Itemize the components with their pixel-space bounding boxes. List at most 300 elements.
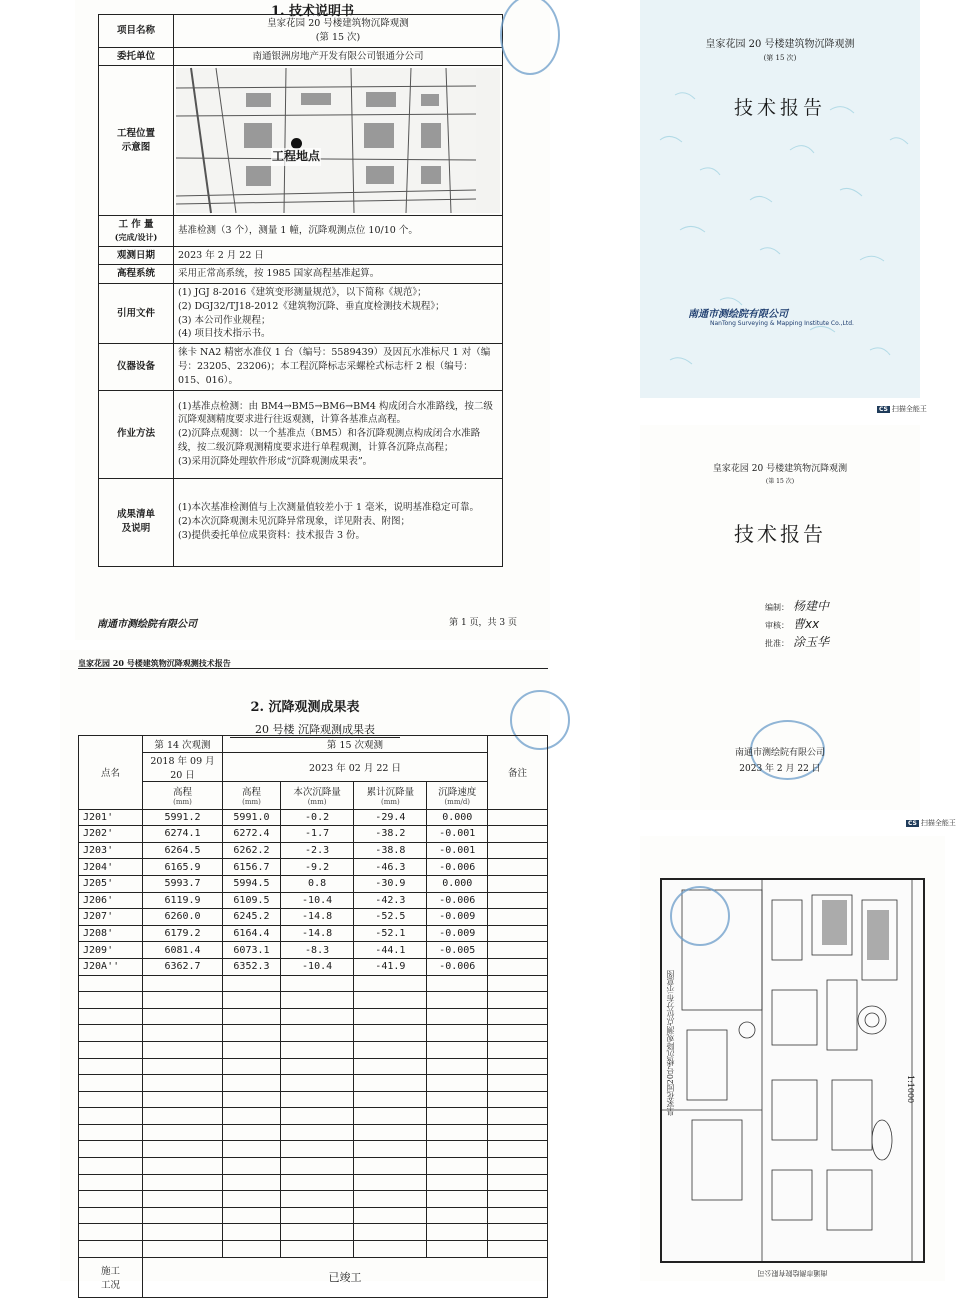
empty-cell — [223, 1241, 281, 1258]
editor-signature — [765, 597, 829, 614]
empty-cell — [488, 1141, 548, 1158]
cell-pt: J207' — [79, 909, 143, 926]
empty-row — [79, 1058, 548, 1075]
empty-row — [79, 1191, 548, 1208]
empty-cell — [354, 1158, 427, 1175]
seal-stamp — [670, 886, 730, 946]
list-item: (1) JGJ 8-2016《建筑变形测量规范》，以下简称《规范》； — [178, 287, 427, 299]
empty-cell — [143, 1141, 223, 1158]
empty-cell — [280, 1041, 353, 1058]
empty-cell — [354, 1207, 427, 1224]
col-label: 高程 — [241, 787, 261, 799]
list-item: (2)沉降点观测：以一个基准点（BM5）和各沉降观测点构成闭合水准路线，按二级沉降观测精度要求进行单程观测，计算各沉降点高程； — [178, 428, 481, 453]
row-label: 仪器设备 — [99, 344, 174, 390]
empty-cell — [143, 1174, 223, 1191]
status-label — [79, 1257, 143, 1297]
title-page-heading: 技术报告 — [734, 522, 826, 546]
result-label-line2: 及说明 — [121, 523, 151, 535]
cell-curr: 6245.2 — [223, 909, 281, 926]
empty-row — [79, 992, 548, 1009]
empty-cell — [223, 1141, 281, 1158]
empty-cell — [427, 1191, 488, 1208]
cell-prev: 6260.0 — [143, 909, 223, 926]
location-label-line1: 工程位置 — [116, 128, 155, 140]
cell-speed: 0.000 — [427, 875, 488, 892]
empty-cell — [79, 1091, 143, 1108]
cell-curr: 5994.5 — [223, 875, 281, 892]
results-body — [79, 809, 548, 1257]
cell-curr: 6156.7 — [223, 859, 281, 876]
cell-pt: J204' — [79, 859, 143, 876]
empty-cell — [427, 1124, 488, 1141]
status-label-line2: 工况 — [100, 1280, 120, 1292]
table-row — [99, 216, 503, 246]
empty-cell — [143, 1207, 223, 1224]
cell-prev: 6362.7 — [143, 958, 223, 975]
empty-cell — [79, 1191, 143, 1208]
page-title: 1. 技术说明书 — [270, 4, 355, 19]
empty-cell — [354, 1224, 427, 1241]
empty-cell — [223, 1058, 281, 1075]
empty-cell — [488, 1058, 548, 1075]
cell-prev: 5991.2 — [143, 809, 223, 826]
remark-column-header: 备注 — [488, 736, 548, 810]
scanner-watermark — [906, 818, 956, 828]
header-row — [79, 752, 548, 781]
cell-pt: J208' — [79, 925, 143, 942]
page-number: 第 1 页，共 3 页 — [449, 618, 517, 628]
cover-title: 技术报告 — [733, 97, 826, 119]
table-row — [79, 809, 548, 826]
cell-curr: 6073.1 — [223, 942, 281, 959]
cell-remark — [488, 842, 548, 859]
location-label-line2: 示意图 — [121, 141, 151, 153]
cell-pt: J209' — [79, 942, 143, 959]
empty-cell — [488, 1041, 548, 1058]
table-row — [79, 826, 548, 843]
cell-cum: -29.4 — [354, 809, 427, 826]
empty-cell — [354, 1191, 427, 1208]
table-row — [79, 892, 548, 909]
cell-this: -9.2 — [280, 859, 353, 876]
empty-cell — [223, 1174, 281, 1191]
empty-cell — [223, 992, 281, 1009]
scanner-badge: CS — [908, 820, 917, 827]
cell-remark — [488, 859, 548, 876]
prev-issue-header: 第 14 次观测 — [143, 736, 223, 753]
table-row — [79, 958, 548, 975]
point-column-header: 点名 — [79, 736, 143, 810]
curr-date-header: 2023 年 02 月 22 日 — [223, 752, 488, 781]
table-row — [99, 478, 503, 566]
cell-pt: J201' — [79, 809, 143, 826]
cell-cum: -44.1 — [354, 942, 427, 959]
cell-this: -1.7 — [280, 826, 353, 843]
table-row — [79, 909, 548, 926]
reviewer-signature — [765, 615, 819, 632]
settlement-results-table — [78, 735, 548, 1298]
cell-cum: -41.9 — [354, 958, 427, 975]
list-item: (1)基准点检测：由 BM4→BM5→BM6→BM4 构成闭合水准路线，按二级沉降观测精度要求进行往返观测，计算各基准点高程。 — [178, 400, 493, 426]
empty-cell — [143, 992, 223, 1009]
empty-cell — [79, 1124, 143, 1141]
cell-curr: 6352.3 — [223, 958, 281, 975]
empty-cell — [280, 1124, 353, 1141]
project-name-cell — [174, 15, 503, 48]
empty-cell — [223, 1091, 281, 1108]
cell-cum: -38.8 — [354, 842, 427, 859]
empty-row — [79, 1207, 548, 1224]
status-row — [79, 1257, 548, 1297]
speed-header — [427, 781, 488, 809]
cell-speed: -0.006 — [427, 859, 488, 876]
empty-cell — [354, 1108, 427, 1125]
cell-prev: 5993.7 — [143, 875, 223, 892]
empty-cell — [280, 1191, 353, 1208]
empty-cell — [427, 1241, 488, 1258]
sig-name: 曹xx — [793, 617, 820, 631]
prev-elevation-header — [143, 781, 223, 809]
workload-sublabel: (完成/设计) — [114, 232, 158, 243]
empty-cell — [280, 1141, 353, 1158]
unit-label: (mm) — [380, 798, 400, 807]
empty-cell — [143, 1191, 223, 1208]
list-item: (2) DGJ32/TJ18-2012《建筑物沉降、垂直度检测技术规程》； — [178, 300, 445, 312]
empty-cell — [280, 992, 353, 1009]
cell-speed: -0.006 — [427, 958, 488, 975]
empty-cell — [280, 1091, 353, 1108]
list-item: (3)提供委托单位成果资料：技术报告 3 份。 — [178, 529, 366, 541]
cell-remark — [488, 875, 548, 892]
cover-issue: (第 15 次) — [763, 54, 797, 62]
empty-cell — [79, 1158, 143, 1175]
empty-cell — [280, 975, 353, 992]
site-plan-page — [640, 836, 945, 1281]
empty-cell — [143, 1075, 223, 1092]
empty-row — [79, 1141, 548, 1158]
empty-cell — [488, 1124, 548, 1141]
row-label — [99, 478, 174, 566]
empty-row — [79, 1108, 548, 1125]
empty-cell — [280, 1008, 353, 1025]
scanner-label: 扫描全能王 — [891, 405, 927, 413]
table-row — [99, 47, 503, 66]
empty-cell — [354, 1075, 427, 1092]
empty-cell — [79, 1207, 143, 1224]
cell-cum: -52.5 — [354, 909, 427, 926]
empty-cell — [79, 1224, 143, 1241]
sig-label: 批准： — [765, 639, 789, 648]
cell-speed: 0.000 — [427, 809, 488, 826]
empty-cell — [354, 1025, 427, 1042]
empty-row — [79, 1224, 548, 1241]
empty-cell — [427, 1075, 488, 1092]
observation-date: 2023 年 2 月 22 日 — [174, 246, 503, 265]
empty-cell — [488, 1108, 548, 1125]
empty-row — [79, 1241, 548, 1258]
empty-cell — [223, 1041, 281, 1058]
cell-speed: -0.001 — [427, 842, 488, 859]
empty-cell — [488, 1158, 548, 1175]
cell-prev: 6081.4 — [143, 942, 223, 959]
unit-label: (mm) — [307, 798, 327, 807]
cell-remark — [488, 942, 548, 959]
cell-this: -8.3 — [280, 942, 353, 959]
cell-this: -10.4 — [280, 958, 353, 975]
header-row — [79, 781, 548, 809]
row-label: 引用文件 — [99, 284, 174, 344]
report-title-page — [640, 425, 920, 810]
empty-cell — [354, 1058, 427, 1075]
result-label-line1: 成果清单 — [116, 509, 155, 521]
empty-cell — [143, 1241, 223, 1258]
table-subtitle: 20 号楼 沉降观测成果表 — [230, 721, 400, 738]
empty-cell — [354, 1141, 427, 1158]
empty-cell — [280, 1108, 353, 1125]
cell-pt: J206' — [79, 892, 143, 909]
empty-cell — [427, 1207, 488, 1224]
empty-cell — [354, 1041, 427, 1058]
empty-cell — [223, 1207, 281, 1224]
empty-cell — [280, 1241, 353, 1258]
cell-this: -14.8 — [280, 909, 353, 926]
empty-cell — [280, 1224, 353, 1241]
cell-speed: -0.009 — [427, 925, 488, 942]
sig-label: 编制： — [765, 603, 789, 612]
cell-cum: -52.1 — [354, 925, 427, 942]
empty-row — [79, 1158, 548, 1175]
empty-cell — [79, 1108, 143, 1125]
col-label: 本次沉降量 — [293, 787, 341, 799]
empty-cell — [280, 1174, 353, 1191]
empty-cell — [223, 1224, 281, 1241]
empty-cell — [79, 975, 143, 992]
cell-remark — [488, 892, 548, 909]
list-item: (2)本次沉降观测未见沉降异常现象，详见附表、附图； — [178, 516, 410, 528]
cover-project-name: 皇家花园 20 号楼建筑物沉降观测 — [705, 39, 855, 50]
empty-cell — [79, 992, 143, 1009]
empty-cell — [79, 1041, 143, 1058]
table-row — [79, 842, 548, 859]
empty-cell — [79, 1025, 143, 1042]
cum-settlement-header — [354, 781, 427, 809]
row-label — [99, 66, 174, 216]
cover-company-logo: 南通市测绘院有限公司 — [688, 309, 788, 320]
list-item: (1)本次基准检测值与上次测量值较差小于 1 毫米，说明基准稳定可靠。 — [178, 502, 480, 514]
title-page-org: 南通市测绘院有限公司 — [734, 748, 825, 758]
cell-speed: -0.006 — [427, 892, 488, 909]
empty-cell — [427, 1141, 488, 1158]
empty-cell — [143, 1224, 223, 1241]
empty-cell — [354, 1174, 427, 1191]
cell-cum: -38.2 — [354, 826, 427, 843]
cell-speed: -0.005 — [427, 942, 488, 959]
cell-prev: 6165.9 — [143, 859, 223, 876]
tech-description-table — [98, 14, 503, 567]
elevation-system: 采用正常高系统，按 1985 国家高程基准起算。 — [174, 265, 503, 284]
company-logo: 南通市测绘院有限公司 — [97, 619, 197, 630]
empty-cell — [488, 975, 548, 992]
empty-cell — [488, 1224, 548, 1241]
empty-cell — [223, 1008, 281, 1025]
scanner-label: 扫描全能王 — [920, 819, 956, 827]
report-header: 皇家花园 20 号楼建筑物沉降观测技术报告 — [78, 658, 231, 668]
sig-name: 涂玉华 — [793, 635, 830, 649]
cell-curr: 6164.4 — [223, 925, 281, 942]
site-location-label: 工程地点 — [271, 148, 321, 165]
cell-pt: J202' — [79, 826, 143, 843]
table-row — [99, 246, 503, 265]
empty-cell — [354, 975, 427, 992]
status-value: 已竣工 — [143, 1257, 548, 1297]
empty-cell — [143, 1124, 223, 1141]
cover-company-english: NanTong Surveying & Mapping Institute Co.,Ltd. — [710, 320, 854, 327]
table-row — [99, 265, 503, 284]
empty-cell — [427, 1224, 488, 1241]
location-map-cell — [174, 66, 503, 216]
unit-label: (mm) — [173, 798, 192, 807]
empty-row — [79, 1124, 548, 1141]
empty-cell — [223, 1158, 281, 1175]
empty-cell — [488, 992, 548, 1009]
col-label: 累计沉降量 — [366, 787, 415, 799]
col-label: 沉降速度 — [438, 787, 477, 799]
cell-remark — [488, 809, 548, 826]
empty-cell — [427, 1091, 488, 1108]
empty-cell — [280, 1058, 353, 1075]
empty-cell — [354, 1241, 427, 1258]
empty-cell — [79, 1008, 143, 1025]
this-settlement-header — [280, 781, 353, 809]
scanner-watermark — [877, 404, 927, 414]
cell-remark — [488, 826, 548, 843]
title-page-project: 皇家花园 20 号楼建筑物沉降观测 — [712, 464, 848, 474]
page-title: 2. 沉降观测成果表 — [250, 700, 360, 715]
cell-cum: -42.3 — [354, 892, 427, 909]
status-label-line1: 施工 — [100, 1266, 120, 1278]
empty-cell — [223, 1124, 281, 1141]
cell-this: -2.3 — [280, 842, 353, 859]
col-label: 高程 — [172, 787, 192, 799]
location-map — [176, 68, 500, 213]
table-row — [79, 942, 548, 959]
reference-list — [174, 284, 503, 344]
cell-prev: 6119.9 — [143, 892, 223, 909]
project-issue: (第 15 次) — [315, 31, 361, 43]
empty-row — [79, 1091, 548, 1108]
cell-prev: 6179.2 — [143, 925, 223, 942]
cell-curr: 6262.2 — [223, 842, 281, 859]
empty-cell — [354, 992, 427, 1009]
empty-cell — [354, 1124, 427, 1141]
list-item: (3)采用沉降处理软件形成“沉降观测成果表”。 — [178, 455, 373, 467]
cell-this: -10.4 — [280, 892, 353, 909]
cell-curr: 6109.5 — [223, 892, 281, 909]
empty-cell — [79, 1075, 143, 1092]
plan-title: 皇家花园20号楼沉降观测点位分布示意图 — [666, 970, 675, 1117]
unit-label: (mm) — [242, 798, 261, 807]
empty-cell — [488, 1025, 548, 1042]
empty-cell — [143, 1058, 223, 1075]
empty-row — [79, 1174, 548, 1191]
table-row — [79, 875, 548, 892]
scanner-badge: CS — [879, 406, 888, 413]
empty-cell — [79, 1141, 143, 1158]
empty-cell — [143, 1025, 223, 1042]
cell-remark — [488, 925, 548, 942]
cell-this: -0.2 — [280, 809, 353, 826]
cell-pt: J20A'' — [79, 958, 143, 975]
row-label: 高程系统 — [99, 265, 174, 284]
header-divider — [78, 668, 548, 669]
empty-cell — [488, 1207, 548, 1224]
header-row — [79, 736, 548, 753]
empty-cell — [488, 1191, 548, 1208]
table-row — [79, 859, 548, 876]
empty-cell — [280, 1075, 353, 1092]
empty-cell — [427, 1058, 488, 1075]
empty-cell — [488, 1091, 548, 1108]
cell-speed: -0.001 — [427, 826, 488, 843]
title-page-date: 2023 年 2 月 22 日 — [739, 764, 821, 774]
empty-cell — [223, 1191, 281, 1208]
cell-prev: 6264.5 — [143, 842, 223, 859]
street-map-graphic — [176, 68, 476, 213]
empty-cell — [280, 1158, 353, 1175]
project-name: 皇家花园 20 号楼建筑物沉降观测 — [267, 18, 409, 29]
list-item: (4) 项目技术指示书。 — [178, 328, 271, 340]
empty-cell — [427, 975, 488, 992]
row-label: 委托单位 — [99, 47, 174, 66]
cell-speed: -0.009 — [427, 909, 488, 926]
empty-cell — [427, 1158, 488, 1175]
row-label: 观测日期 — [99, 246, 174, 265]
list-item: (3) 本公司作业规程； — [178, 314, 271, 326]
title-page-issue: (第 15 次) — [765, 478, 795, 485]
row-label — [99, 216, 174, 246]
empty-cell — [280, 1025, 353, 1042]
sig-label: 审核： — [765, 621, 789, 630]
table-row — [99, 344, 503, 390]
settlement-results-page — [60, 650, 550, 1292]
empty-cell — [223, 1108, 281, 1125]
cell-this: -14.8 — [280, 925, 353, 942]
instrument-value: 徕卡 NA2 精密水准仪 1 台（编号：5589439）及因瓦水准标尺 1 对（编号：23205、23206)；本工程沉降标志采螺栓式标志杆 2 根（编号：015、016）。 — [174, 344, 503, 390]
empty-cell — [143, 1008, 223, 1025]
cell-prev: 6274.1 — [143, 826, 223, 843]
table-row — [79, 925, 548, 942]
table-row — [99, 284, 503, 344]
table-row — [99, 390, 503, 478]
empty-cell — [223, 1075, 281, 1092]
row-label: 项目名称 — [99, 15, 174, 48]
prev-date-header: 2018 年 09 月 20 日 — [143, 752, 223, 781]
empty-row — [79, 1041, 548, 1058]
empty-cell — [79, 1058, 143, 1075]
empty-cell — [427, 992, 488, 1009]
cell-pt: J203' — [79, 842, 143, 859]
empty-row — [79, 1075, 548, 1092]
empty-cell — [488, 1075, 548, 1092]
sig-name: 杨建中 — [793, 599, 830, 613]
empty-cell — [488, 1008, 548, 1025]
empty-cell — [488, 1174, 548, 1191]
empty-cell — [427, 1008, 488, 1025]
approver-signature — [765, 633, 829, 650]
empty-cell — [143, 1091, 223, 1108]
unit-label: (mm/d) — [444, 798, 471, 807]
cell-this: 0.8 — [280, 875, 353, 892]
